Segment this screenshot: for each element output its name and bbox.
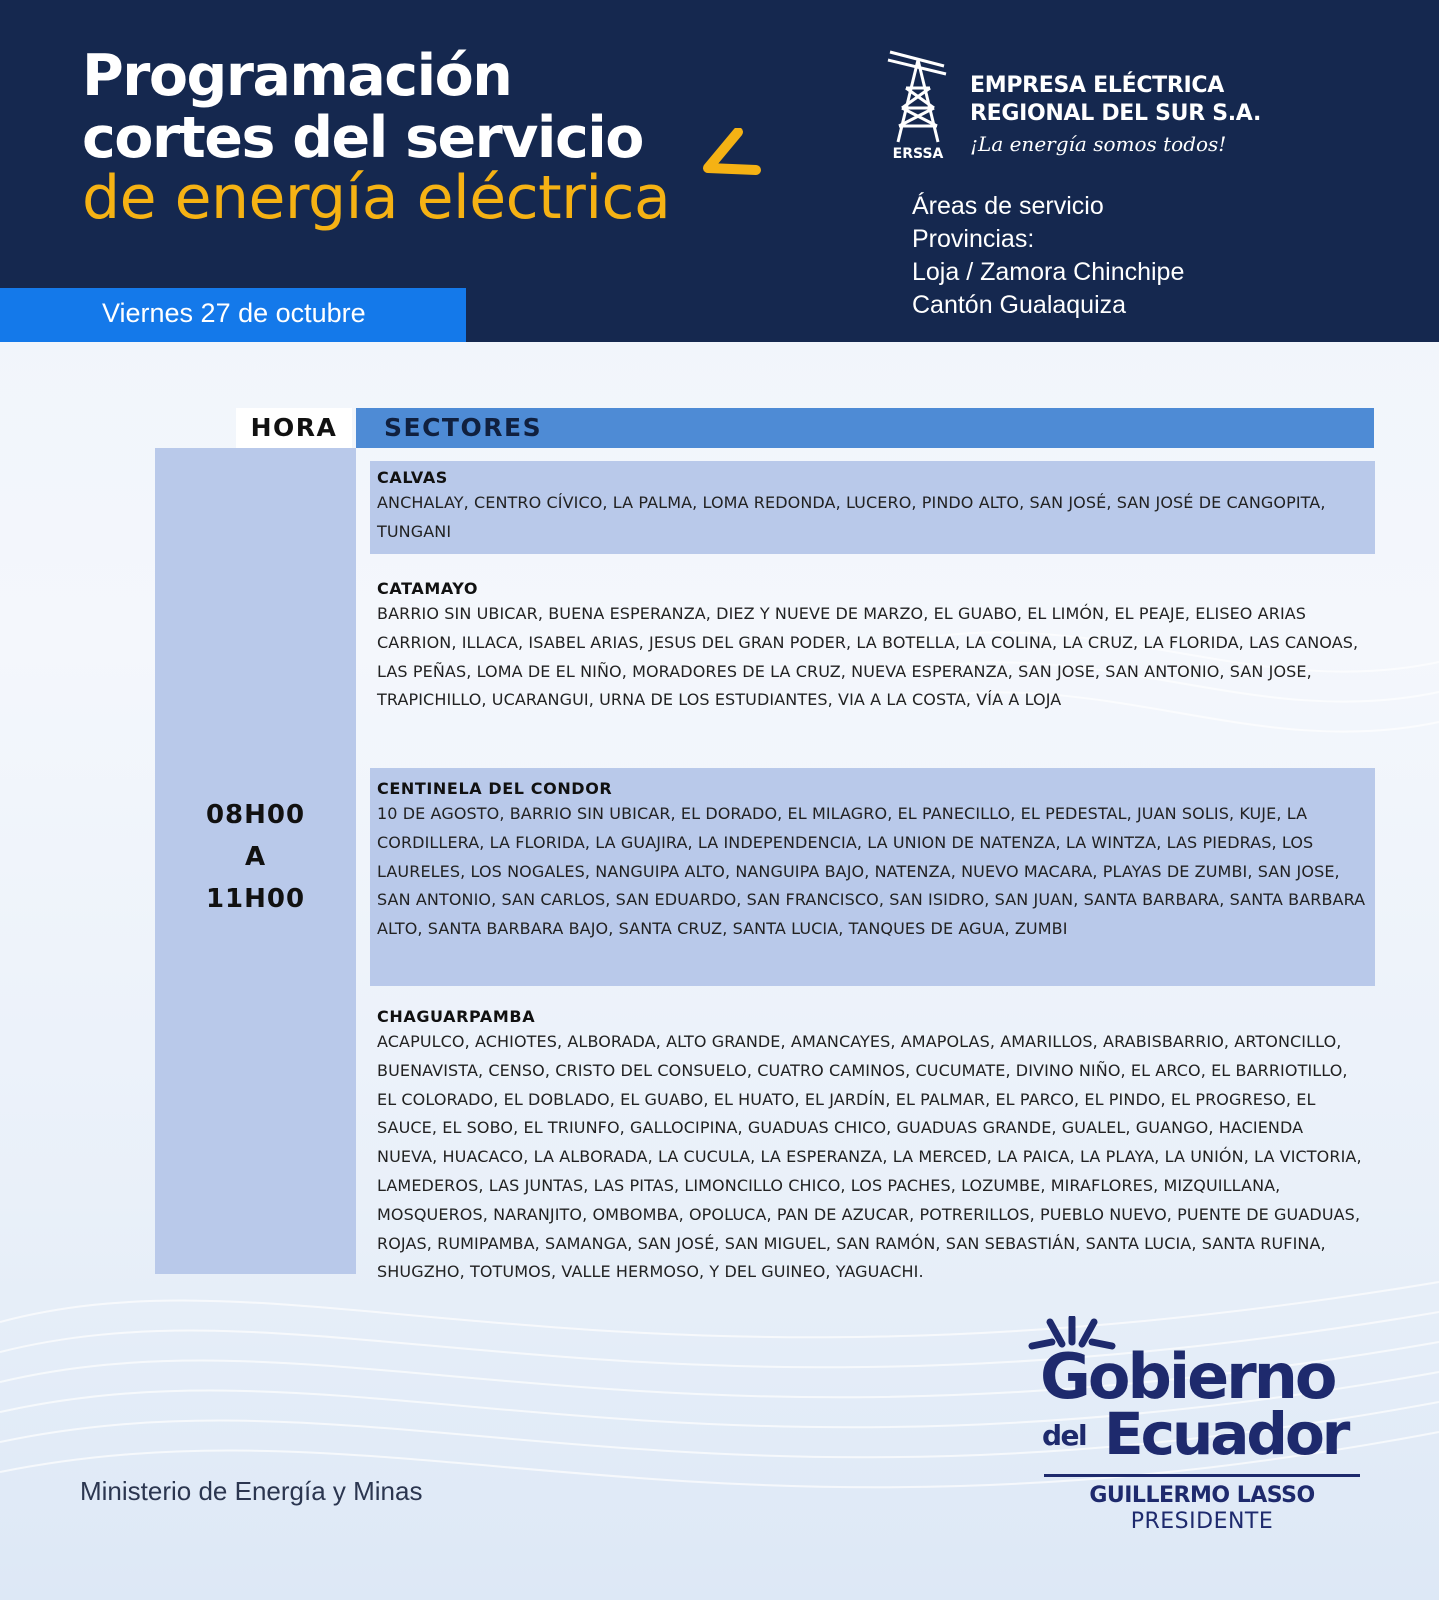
service-area-line4: Cantón Gualaquiza <box>912 291 1127 319</box>
column-header-sectores: SECTORES <box>356 408 1374 448</box>
president-role: PRESIDENTE <box>1130 1509 1274 1534</box>
page-title-line2: cortes del servicio <box>82 105 643 171</box>
column-header-hora: HORA <box>236 408 352 448</box>
service-area <box>912 190 1184 322</box>
sector-centinela-del-condor <box>370 768 1375 986</box>
sector-name: CENTINELA DEL CONDOR <box>377 779 613 798</box>
hora-end: 11H00 <box>205 884 306 914</box>
sector-name: CALVAS <box>377 468 448 487</box>
sector-places: ANCHALAY, CENTRO CÍVICO, LA PALMA, LOMA REDONDA, LUCERO, PINDO ALTO, SAN JOSÉ, SAN JOSÉ DE CANGOPITA, TUNGANI <box>377 493 1326 541</box>
gov-logo-word-ecuador: Ecuador <box>1104 1400 1348 1468</box>
sector-places: BARRIO SIN UBICAR, BUENA ESPERANZA, DIEZ Y NUEVE DE MARZO, EL GUABO, EL LIMÓN, EL PEAJE, ELISEO ARIAS CARRION, ILLACA, ISABEL ARIAS, JESUS DEL GRAN PODER, LA BOTELLA, LA COLINA, LA CRUZ, LA FLORIDA, LAS CANOAS, LAS PEÑAS, LOMA DE EL NIÑO, MORADORES DE LA CRUZ, NUEVA ESPERANZA, SAN JOSE, SAN ANTONIO, SAN JOSE, TRAPICHILLO, UCARANGUI, URNA DE LOS ESTUDIANTES, VIA A LA COSTA, VÍA A LOJA <box>377 604 1359 710</box>
company-name-line2: REGIONAL DEL SUR S.A. <box>970 101 1262 126</box>
hora-start: 08H00 <box>205 800 306 830</box>
sector-chaguarpamba <box>370 1004 1375 1287</box>
hora-cell <box>155 448 356 1274</box>
sector-places: 10 DE AGOSTO, BARRIO SIN UBICAR, EL DORADO, EL MILAGRO, EL PANECILLO, EL PEDESTAL, JUAN SOLIS, KUJE, LA CORDILLERA, LA FLORIDA, LA GUAJIRA, LA INDEPENDENCIA, LA UNION DE NATENZA, LA WINTZA, LAS PIEDRAS, LOS LAURELES, LOS NOGALES, NANGUIPA ALTO, NANGUIPA BAJO, NATENZA, NUEVO MACARA, PLAYAS DE ZUMBI, SAN JOSE, SAN ANTONIO, SAN CARLOS, SAN EDUARDO, SAN FRANCISCO, SAN ISIDRO, SAN JUAN, SANTA BARBARA, SANTA BARBARA ALTO, SANTA BARBARA BAJO, SANTA CRUZ, SANTA LUCIA, TANQUES DE AGUA, ZUMBI <box>377 804 1366 939</box>
date-label: Viernes 27 de octubre <box>102 298 366 328</box>
company-name-line1: EMPRESA ELÉCTRICA <box>970 73 1224 98</box>
check-stroke-icon <box>700 128 764 180</box>
service-area-line3: Loja / Zamora Chinchipe <box>912 258 1185 286</box>
page-title-line3: de energía eléctrica <box>82 163 671 233</box>
president-name: GUILLERMO LASSO <box>1089 1483 1315 1508</box>
hora-separator: A <box>244 842 267 872</box>
gov-logo-word-gobierno: Gobierno <box>1040 1340 1335 1413</box>
gov-logo-word-del: del <box>1042 1419 1087 1452</box>
gov-logo-divider <box>1044 1474 1360 1477</box>
sector-calvas <box>370 461 1375 554</box>
header-banner <box>0 0 1439 342</box>
electric-tower-icon <box>884 46 952 160</box>
sector-places: ACAPULCO, ACHIOTES, ALBORADA, ALTO GRANDE, AMANCAYES, AMAPOLAS, AMARILLOS, ARABISBARRIO, ARTONCILLO, BUENAVISTA, CENSO, CRISTO DEL CONSUELO, CUATRO CAMINOS, CUCUMATE, DIVINO NIÑO, EL ARCO, EL BARRIOTILLO, EL COLORADO, EL DOBLADO, EL GUABO, EL HUATO, EL JARDÍN, EL PALMAR, EL PARCO, EL PINDO, EL PROGRESO, EL SAUCE, EL SOBO, EL TRIUNFO, GALLOCIPINA, GUADUAS CHICO, GUADUAS GRANDE, GUALEL, GUANGO, HACIENDA NUEVA, HUACACO, LA ALBORADA, LA CUCULA, LA ESPERANZA, LA MERCED, LA PAICA, LA PLAYA, LA UNIÓN, LA VICTORIA, LAMEDEROS, LAS JUNTAS, LAS PITAS, LIMONCILLO CHICO, LOS PACHES, LOZUMBE, MIRAFLORES, MIZQUILLANA, MOSQUEROS, NARANJITO, OMBOMBA, OPOLUCA, PAN DE AZUCAR, POTRERILLOS, PUEBLO NUEVO, PUENTE DE GUADUAS, ROJAS, RUMIPAMBA, SAMANGA, SAN JOSÉ, SAN MIGUEL, SAN RAMÓN, SAN SEBASTIÁN, SANTA LUCIA, SANTA RUFINA, SHUGZHO, TOTUMOS, VALLE HERMOSO, Y DEL GUINEO, YAGUACHI. <box>377 1032 1362 1282</box>
company-logo-text: ERSSA <box>892 146 944 160</box>
service-area-line2: Provincias: <box>912 225 1035 253</box>
sector-name: CATAMAYO <box>377 579 479 598</box>
hora-range <box>155 794 356 920</box>
ministry-label: Ministerio de Energía y Minas <box>80 1476 423 1506</box>
sector-catamayo <box>370 576 1375 715</box>
page-title-line1: Programación <box>82 43 512 109</box>
government-logo <box>1022 1316 1362 1538</box>
sector-name: CHAGUARPAMBA <box>377 1007 536 1026</box>
company-slogan: ¡La energía somos todos! <box>970 132 1227 156</box>
date-bar <box>0 288 466 342</box>
service-area-line1: Áreas de servicio <box>912 192 1104 220</box>
